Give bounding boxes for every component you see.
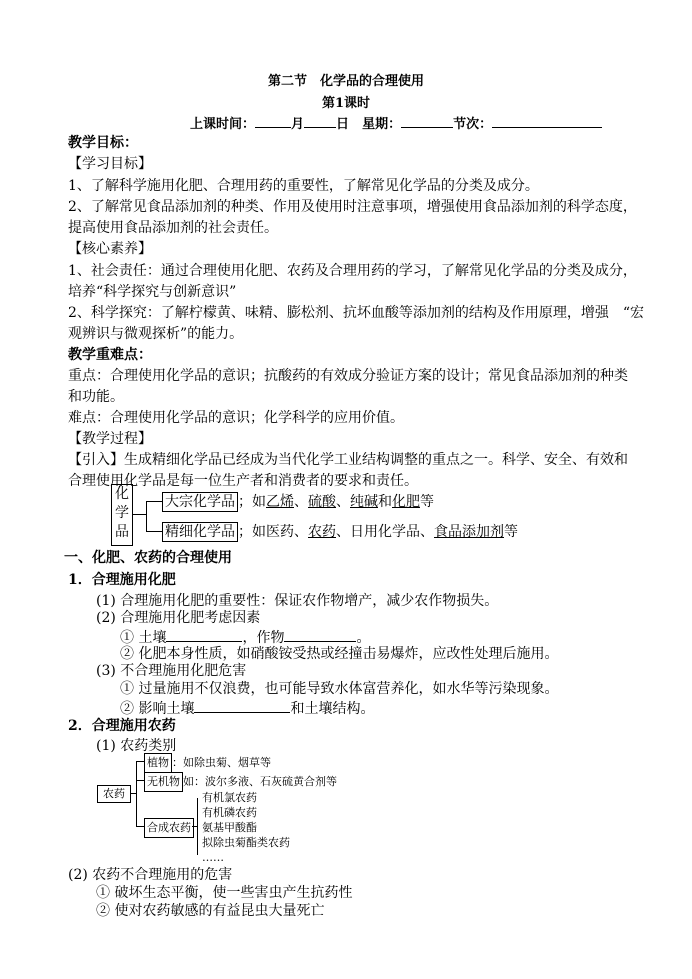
fertilizer-importance: (1) 合理施用化肥的重要性：保证农作物增产，减少农作物损失。 [96, 593, 499, 609]
process-heading: 【教学过程】 [68, 431, 152, 447]
intro-line-1: 【引入】生成精细化学品已经成为当代化学工业结构调整的重点之一。科学、安全、有效和 [68, 452, 628, 468]
difficult-point: 难点：合理使用化学品的意识；化学科学的应用价值。 [68, 410, 404, 426]
inorganic-pesticide-row: 无机物 如：波尔多液、石灰硫黄合剂等 [144, 772, 337, 792]
intro-line-2: 合理使用化学品是每一位生产者和消费者的要求和责任。 [68, 473, 418, 489]
bulk-chemicals-box: 大宗化学品 [162, 492, 238, 512]
key-heading: 教学重难点： [68, 347, 152, 363]
pesticide-root-box: 农药 [97, 785, 131, 803]
synthetic-item: …… [202, 851, 224, 864]
bulk-chemicals-row: 大宗化学品 ；如乙烯、硫酸、纯碱和化肥等 [162, 492, 434, 512]
fertilizer-harm-2: ② 影响土壤 和土壤结构。 [120, 698, 374, 718]
section-1-1-heading: 1．合理施用化肥 [68, 572, 176, 588]
soil-crop-line: ① 土壤 ，作物 。 [120, 627, 370, 647]
fertilizer-harm: (3) 不合理施用化肥危害 [96, 663, 247, 679]
synthetic-item: 氨基甲酸酯 [202, 821, 257, 834]
lesson-number: 第1课时 [321, 96, 371, 111]
key-point-cont: 和功能。 [68, 389, 124, 405]
pesticide-harm-1: ① 破坏生态平衡，使一些害虫产生抗药性 [96, 885, 353, 901]
fertilizer-factors: (2) 合理施用化肥考虑因素 [96, 610, 261, 626]
pesticide-harm-2: ② 使对农药敏感的有益昆虫大量死亡 [96, 903, 325, 919]
pesticide-harm-heading: (2) 农药不合理施用的危害 [68, 867, 233, 883]
fertilizer-harm-1: ① 过量施用不仅浪费，也可能导致水体富营养化，如水华等污染现象。 [120, 681, 559, 697]
core-heading: 【核心素养】 [68, 241, 152, 257]
core-1: 1、社会责任：通过合理使用化肥、农药及合理用药的学习，了解常见化学品的分类及成分， [68, 263, 637, 279]
synthetic-item: 有机磷农药 [202, 806, 257, 819]
fine-chemicals-row: 精细化学品 ；如医药、农药、日用化学品、食品添加剂等 [162, 522, 518, 542]
learning-goal-2: 2、了解常见食品添加剂的种类、作用及使用时注意事项，增强使用食品添加剂的科学态度， [68, 199, 637, 215]
class-info-line: 上课时间： 月 日 星期： 节次： [190, 113, 602, 134]
plant-pesticide-row: 植物 ：如除虫菊、烟草等 [144, 753, 271, 773]
inorganic-box: 无机物 [144, 772, 183, 792]
learning-goals-heading: 【学习目标】 [68, 156, 152, 172]
section-1-2-heading: 2．合理施用农药 [68, 718, 176, 734]
plant-box: 植物 [144, 753, 172, 773]
core-2: 2、科学探究：了解柠檬黄、味精、膨松剂、抗坏血酸等添加剂的结构及作用原理，增强 “宏 [68, 305, 645, 321]
synthetic-item: 拟除虫菊酯类农药 [202, 836, 290, 849]
section-1-heading: 一、化肥、农药的合理使用 [64, 550, 232, 566]
synthetic-item: 有机氯农药 [202, 791, 257, 804]
chemicals-root-box: 化 学 品 [111, 484, 133, 546]
learning-goal-1: 1、了解科学施用化肥、合理用药的重要性，了解常见化学品的分类及成分。 [68, 178, 539, 194]
pesticide-types: (1) 农药类别 [96, 738, 177, 754]
synthetic-pesticide-row [144, 818, 194, 838]
fertilizer-property: ② 化肥本身性质，如硝酸铵受热或经撞击易爆炸，应改性处理后施用。 [120, 646, 559, 662]
page-title: 第二节 化学品的合理使用 [267, 74, 424, 89]
fine-chemicals-box: 精细化学品 [162, 522, 238, 542]
synthetic-box: 合成农药 [144, 818, 194, 838]
key-point: 重点：合理使用化学品的意识；抗酸药的有效成分验证方案的设计；常见食品添加剂的种类 [68, 368, 628, 384]
learning-goal-2-cont: 提高使用食品添加剂的社会责任。 [68, 220, 278, 236]
objectives-heading: 教学目标： [68, 135, 138, 151]
core-1-cont: 培养“科学探究与创新意识” [68, 284, 237, 300]
core-2-cont: 观辨识与微观探析”的能力。 [68, 326, 244, 342]
